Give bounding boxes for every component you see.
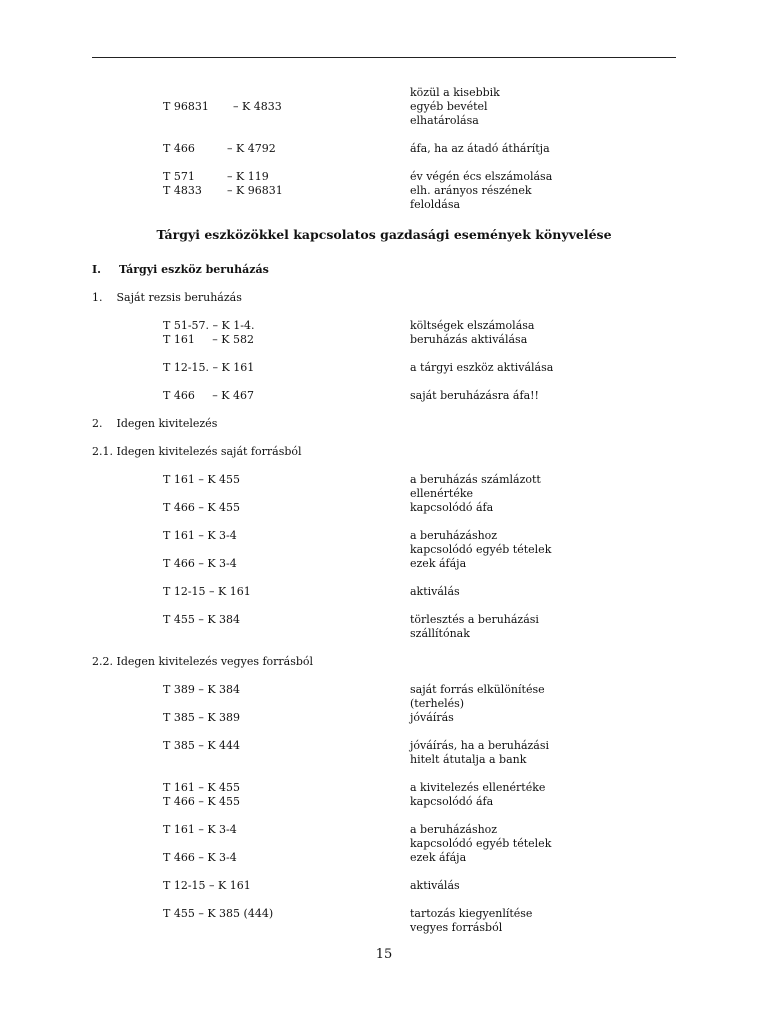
- top-desc-3: áfa, ha az átadó áthárítja: [410, 142, 550, 155]
- sub21-entry-left-5: T 466 – K 3-4: [163, 557, 237, 570]
- sub22-entry-desc-10: aktiválás: [410, 879, 460, 892]
- sub21-entry-desc-5: ezek áfája: [410, 557, 467, 570]
- top-entry-left-5: T 4833: [163, 184, 202, 197]
- sub1-entry-left-1: T 161 – K 582: [163, 333, 255, 346]
- sub22-entry-left-7: T 161 – K 3-4: [163, 823, 237, 836]
- sub22-entry-desc-5: a kivitelezés ellenértéke: [410, 781, 546, 794]
- sub22-entry-left-11: T 455 – K 385 (444): [163, 907, 274, 920]
- top-desc-4: év végén écs elszámolása: [410, 170, 553, 183]
- sub21-entry-left-2: T 466 – K 455: [163, 501, 241, 514]
- subsection-2-2-heading: 2.2. Idegen kivitelezés vegyes forrásból: [92, 655, 314, 668]
- sub22-entry-left-6: T 466 – K 455: [163, 795, 241, 808]
- sub21-entry-left-3: T 161 – K 3-4: [163, 529, 237, 542]
- sub21-entry-desc-0: a beruházás számlázott: [410, 473, 541, 486]
- top-entry-right-4: – K 119: [227, 170, 269, 183]
- sub22-entry-desc-11: tartozás kiegyenlítése: [410, 907, 533, 920]
- sub1-entry-left-0: T 51-57. – K 1-4.: [163, 319, 255, 332]
- section-number: I.: [92, 263, 101, 276]
- sub21-entry-desc-2: kapcsolódó áfa: [410, 501, 494, 514]
- sub22-entry-left-9: T 466 – K 3-4: [163, 851, 237, 864]
- top-desc-6: feloldása: [410, 198, 461, 211]
- sub22-entry-desc-4: hitelt átutalja a bank: [410, 753, 527, 766]
- sub22-entry-left-3: T 385 – K 444: [163, 739, 241, 752]
- sub21-entry-left-0: T 161 – K 455: [163, 473, 241, 486]
- sub21-entry-left-7: T 455 – K 384: [163, 613, 241, 626]
- top-entry-right-1: – K 4833: [233, 100, 282, 113]
- section-title: Tárgyi eszköz beruházás: [119, 263, 269, 276]
- sub21-entry-left-6: T 12-15 – K 161: [163, 585, 251, 598]
- page-title: Tárgyi eszközökkel kapcsolatos gazdasági események könyvelése: [156, 227, 612, 242]
- sub22-entry-desc-6: kapcsolódó áfa: [410, 795, 494, 808]
- sub21-entry-desc-3: a beruházáshoz: [410, 529, 498, 542]
- sub21-entry-desc-7: törlesztés a beruházási: [410, 613, 539, 626]
- subsection-2-heading: 2. Idegen kivitelezés: [92, 417, 218, 430]
- sub22-entry-left-10: T 12-15 – K 161: [163, 879, 251, 892]
- sub1-entry-desc-2: a tárgyi eszköz aktiválása: [410, 361, 554, 374]
- top-entry-left-4: T 571: [163, 170, 195, 183]
- subsection-2-1-heading: 2.1. Idegen kivitelezés saját forrásból: [92, 445, 302, 458]
- sub1-entry-desc-0: költségek elszámolása: [410, 319, 535, 332]
- header-rule: [92, 57, 676, 58]
- subsection-1-heading: 1. Saját rezsis beruházás: [92, 291, 242, 304]
- top-entry-left-3: T 466: [163, 142, 195, 155]
- page-number: 15: [375, 947, 393, 962]
- sub21-entry-desc-4: kapcsolódó egyéb tételek: [410, 543, 552, 556]
- top-entry-right-5: – K 96831: [227, 184, 283, 197]
- sub21-entry-desc-6: aktiválás: [410, 585, 460, 598]
- sub22-entry-desc-7: a beruházáshoz: [410, 823, 498, 836]
- top-entry-left-1: T 96831: [163, 100, 209, 113]
- sub22-entry-left-0: T 389 – K 384: [163, 683, 241, 696]
- top-desc-1: egyéb bevétel: [410, 100, 488, 113]
- sub22-entry-desc-0: saját forrás elkülönítése: [410, 683, 545, 696]
- sub21-entry-desc-8: szállítónak: [410, 627, 470, 640]
- sub1-entry-desc-1: beruházás aktiválása: [410, 333, 528, 346]
- sub22-entry-desc-8: kapcsolódó egyéb tételek: [410, 837, 552, 850]
- sub22-entry-desc-12: vegyes forrásból: [410, 921, 503, 934]
- sub22-entry-desc-9: ezek áfája: [410, 851, 467, 864]
- sub21-entry-desc-1: ellenértéke: [410, 487, 474, 500]
- sub22-entry-desc-1: (terhelés): [410, 697, 465, 710]
- sub22-entry-left-5: T 161 – K 455: [163, 781, 241, 794]
- top-desc-2: elhatárolása: [410, 114, 479, 127]
- sub22-entry-desc-2: jóváírás: [410, 711, 454, 724]
- sub1-entry-desc-3: saját beruházásra áfa!!: [410, 389, 539, 402]
- top-desc-5: elh. arányos részének: [410, 184, 532, 197]
- top-desc-0: közül a kisebbik: [410, 86, 500, 99]
- top-entry-right-3: – K 4792: [227, 142, 276, 155]
- sub1-entry-left-3: T 466 – K 467: [163, 389, 255, 402]
- sub22-entry-desc-3: jóváírás, ha a beruházási: [410, 739, 550, 752]
- sub22-entry-left-2: T 385 – K 389: [163, 711, 241, 724]
- sub1-entry-left-2: T 12-15. – K 161: [163, 361, 255, 374]
